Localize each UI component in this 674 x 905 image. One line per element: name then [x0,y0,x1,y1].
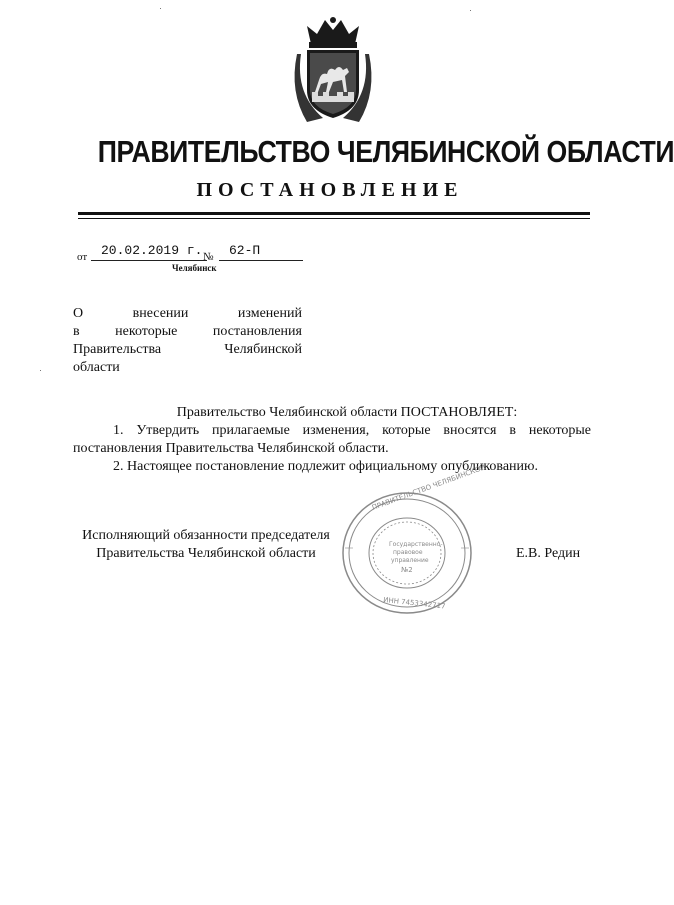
city-label: Челябинск [172,263,217,273]
signer-position-line-1: Исполняющий обязанности председателя [82,528,330,543]
number-field: 62-П [219,242,303,261]
scan-speck [40,370,41,371]
scan-speck [470,10,471,11]
date-number-line [77,242,307,264]
svg-text:Государственно-: Государственно- [389,541,443,548]
signer-position [72,527,340,563]
svg-text:ИНН 7453342717: ИНН 7453342717 [382,596,446,611]
subject-line: области [73,360,120,375]
subject-block [73,305,302,377]
date-prefix: от [77,251,88,263]
resolution-body [73,404,591,476]
svg-text:управление: управление [391,557,429,564]
signer-name: Е.В. Редин [516,546,581,561]
header-divider-thick [78,212,590,215]
resolution-item-1: 1. Утвердить прилагаемые изменения, которые вносятся в некоторые постановления Правительства Челябинской области. [73,423,591,456]
signer-position-line-2: Правительства Челябинской области [96,546,316,561]
resolution-item-2: 2. Настоящее постановление подлежит официальному опубликованию. [113,459,538,474]
organization-title: ПРАВИТЕЛЬСТВО ЧЕЛЯБИНСКОЙ ОБЛАСТИ [97,134,674,169]
subject-line: О внесении изменений [73,306,302,321]
coat-of-arms-emblem [293,14,373,124]
subject-line: в некоторые постановления [73,324,302,339]
date-field: 20.02.2019 г. [91,242,207,261]
subject-line: Правительства Челябинской [73,342,302,357]
header-divider-thin [78,218,590,219]
svg-text:правовое: правовое [393,549,423,556]
svg-text:№2: №2 [401,566,413,574]
svg-text:ПРАВИТЕЛЬСТВО ЧЕЛЯБИНСКОЙ: ПРАВИТЕЛЬСТВО ЧЕЛЯБИНСКОЙ [370,463,487,512]
official-seal-stamp [337,463,487,618]
number-prefix: № [203,251,214,263]
scan-speck [160,8,161,9]
document-type-title: ПОСТАНОВЛЕНИЕ [196,179,464,201]
resolution-intro: Правительство Челябинской области ПОСТАНОВЛЯЕТ: [176,405,518,420]
